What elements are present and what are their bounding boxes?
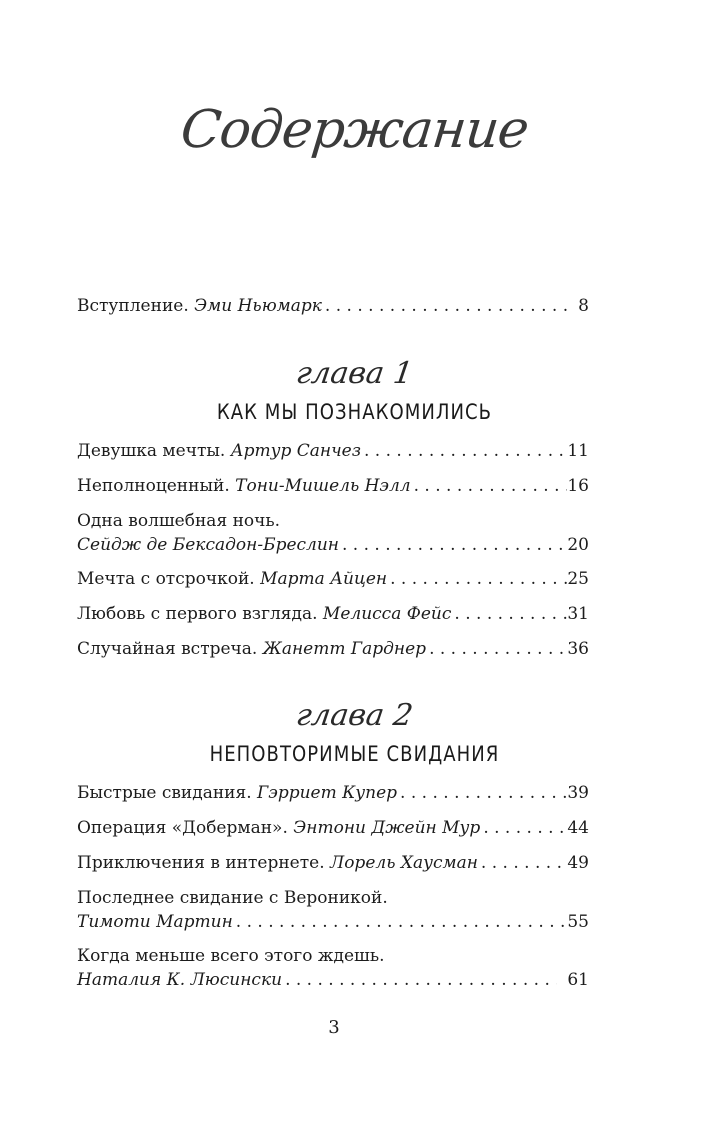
entry-page: 44 [567, 818, 589, 838]
entry-page: 39 [567, 783, 589, 803]
dot-leader [325, 294, 568, 318]
dot-leader [342, 533, 567, 557]
toc-entry[interactable] [77, 944, 589, 992]
dot-leader [483, 816, 567, 840]
toc-entry[interactable] [77, 816, 589, 840]
dot-leader [414, 474, 568, 498]
toc-entry[interactable] [77, 602, 589, 626]
entry-title: Девушка мечты. [77, 441, 226, 461]
entry-author: Тони-Мишель Нэлл [235, 476, 411, 496]
entry-page: 16 [567, 476, 589, 496]
dot-leader [400, 781, 567, 805]
entry-author: Мелисса Фейс [322, 604, 452, 624]
toc-entry[interactable] [77, 637, 589, 661]
entry-page: 36 [567, 639, 589, 659]
entry-title: Любовь с первого взгляда. [77, 604, 318, 624]
toc-entry[interactable] [77, 781, 589, 805]
entry-page: 25 [567, 569, 589, 589]
dot-leader [236, 910, 568, 934]
entry-title: Приключения в интернете. [77, 853, 325, 873]
entry-title: Одна волшебная ночь. [77, 511, 281, 531]
page-number: 3 [328, 1017, 340, 1038]
dot-leader [364, 439, 567, 463]
entry-author: Наталия К. Люсински [77, 970, 283, 990]
entry-author: Сейдж де Бексадон-Бреслин [77, 535, 339, 555]
entry-title: Мечта с отсрочкой. [77, 569, 255, 589]
chapter-1-number: глава 1 [293, 356, 416, 391]
chapter-1-title: КАК МЫ ПОЗНАКОМИЛИСЬ [216, 400, 493, 424]
entry-title: Вступление. [77, 296, 189, 316]
entry-author: Артур Санчез [230, 441, 361, 461]
entry-author: Жанетт Гарднер [262, 639, 427, 659]
chapter-2-number: глава 2 [293, 698, 416, 733]
entry-page: 55 [567, 912, 589, 932]
entry-title: Неполноценный. [77, 476, 230, 496]
entry-page: 31 [567, 604, 589, 624]
entry-author: Энтони Джейн Мур [293, 818, 481, 838]
entry-page: 8 [578, 296, 589, 316]
entry-author: Марта Айцен [260, 569, 388, 589]
toc-entry[interactable] [77, 439, 589, 463]
dot-leader [454, 602, 567, 626]
chapter-2-title: НЕПОВТОРИМЫЕ СВИДАНИЯ [209, 742, 500, 766]
entry-page: 49 [567, 853, 589, 873]
entry-author: Тимоти Мартин [77, 912, 233, 932]
entry-title: Операция «Доберман». [77, 818, 288, 838]
entry-author: Лорель Хаусман [330, 853, 478, 873]
entry-title: Когда меньше всего этого ждешь. [77, 946, 385, 966]
page-title: Содержание [177, 100, 532, 160]
entry-author: Эми Ньюмарк [194, 296, 322, 316]
dot-leader [481, 851, 567, 875]
toc-entry-intro[interactable] [77, 294, 589, 318]
entry-page: 11 [567, 441, 589, 461]
toc-entry[interactable] [77, 509, 589, 557]
entry-page: 20 [567, 535, 589, 555]
dot-leader [285, 968, 557, 992]
entry-author: Гэрриет Купер [257, 783, 398, 803]
dot-leader [390, 567, 567, 591]
entry-title: Быстрые свидания. [77, 783, 252, 803]
toc-entry[interactable] [77, 886, 589, 934]
toc-entry[interactable] [77, 851, 589, 875]
toc-entry[interactable] [77, 567, 589, 591]
entry-title: Последнее свидание с Вероникой. [77, 888, 388, 908]
entry-title: Случайная встреча. [77, 639, 258, 659]
dot-leader [429, 637, 567, 661]
entry-page: 61 [567, 970, 589, 990]
toc-entry[interactable] [77, 474, 589, 498]
